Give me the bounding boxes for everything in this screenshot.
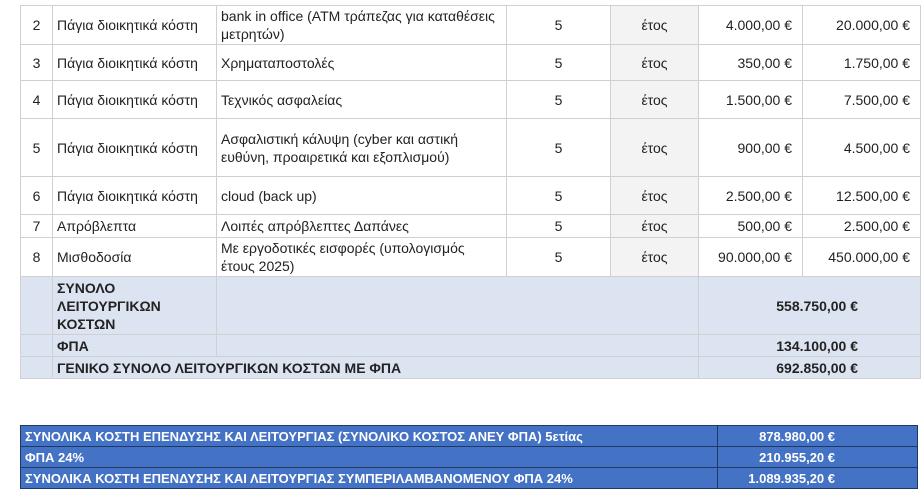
total-cost: 4.500,00 € bbox=[803, 119, 921, 177]
total-cost: 20.000,00 € bbox=[803, 6, 921, 45]
cost-row bbox=[21, 177, 921, 215]
annual-cost: 90.000,00 € bbox=[699, 238, 803, 277]
totals-label: ΣΥΝΟΛΙΚΑ ΚΟΣΤΗ ΕΠΕΝΔΥΣΗΣ ΚΑΙ ΛΕΙΤΟΥΡΓΙΑΣ (ΣΥΝΟΛΙΚΟ ΚΟΣΤΟΣ ΑΝΕΥ ΦΠΑ) 5ετίας bbox=[21, 426, 718, 447]
annual-cost: 2.500,00 € bbox=[699, 177, 803, 215]
cost-description: Ασφαλιστική κάλυψη (cyber και αστική ευθύνη, προαιρετικά και εξοπλισμού) bbox=[217, 119, 507, 177]
unit-label: έτος bbox=[611, 238, 699, 277]
totals-label: ΦΠΑ 24% bbox=[21, 447, 718, 468]
unit-label: έτος bbox=[611, 45, 699, 81]
duration-years: 5 bbox=[507, 215, 611, 238]
cost-category: Πάγια διοικητικά κόστη bbox=[53, 45, 217, 81]
row-number: 8 bbox=[21, 238, 53, 277]
cost-row bbox=[21, 6, 921, 45]
totals-row bbox=[21, 447, 918, 468]
subtotal-label: ΣΥΝΟΛΟ ΛΕΙΤΟΥΡΓΙΚΩΝ ΚΟΣΤΩΝ bbox=[53, 277, 217, 335]
cost-category: Πάγια διοικητικά κόστη bbox=[53, 6, 217, 45]
row-number: 4 bbox=[21, 81, 53, 119]
operating-costs-table bbox=[20, 5, 921, 379]
duration-years: 5 bbox=[507, 6, 611, 45]
annual-cost: 900,00 € bbox=[699, 119, 803, 177]
unit-label: έτος bbox=[611, 81, 699, 119]
cost-row bbox=[21, 119, 921, 177]
unit-label: έτος bbox=[611, 6, 699, 45]
row-number: 3 bbox=[21, 45, 53, 81]
cost-category: Πάγια διοικητικά κόστη bbox=[53, 81, 217, 119]
empty-cell bbox=[217, 277, 699, 335]
totals-row bbox=[21, 468, 918, 489]
row-number: 2 bbox=[21, 6, 53, 45]
totals-value: 878.980,00 € bbox=[718, 426, 918, 447]
cost-description: cloud (back up) bbox=[217, 177, 507, 215]
totals-row bbox=[21, 426, 918, 447]
cost-description: bank in office (ATM τράπεζας για καταθέσεις μετρητών) bbox=[217, 6, 507, 45]
annual-cost: 1.500,00 € bbox=[699, 81, 803, 119]
total-cost: 7.500,00 € bbox=[803, 81, 921, 119]
annual-cost: 4.000,00 € bbox=[699, 6, 803, 45]
totals-label: ΣΥΝΟΛΙΚΑ ΚΟΣΤΗ ΕΠΕΝΔΥΣΗΣ ΚΑΙ ΛΕΙΤΟΥΡΓΙΑΣ ΣΥΜΠΕΡΙΛΑΜΒΑΝΟΜΕΝΟΥ ΦΠΑ 24% bbox=[21, 468, 718, 489]
cost-category: Πάγια διοικητικά κόστη bbox=[53, 119, 217, 177]
empty-cell bbox=[21, 357, 53, 379]
grand-total-label: ΓΕΝΙΚΟ ΣΥΝΟΛΟ ΛΕΙΤΟΥΡΓΙΚΩΝ ΚΟΣΤΩΝ ΜΕ ΦΠΑ bbox=[53, 357, 699, 379]
vat-label: ΦΠΑ bbox=[53, 335, 217, 357]
cost-row bbox=[21, 45, 921, 81]
empty-cell bbox=[217, 335, 699, 357]
cost-description: Χρηματαποστολές bbox=[217, 45, 507, 81]
duration-years: 5 bbox=[507, 45, 611, 81]
row-number: 6 bbox=[21, 177, 53, 215]
totals-value: 210.955,20 € bbox=[718, 447, 918, 468]
totals-table bbox=[20, 425, 918, 489]
vat-value: 134.100,00 € bbox=[699, 335, 921, 357]
total-cost: 450.000,00 € bbox=[803, 238, 921, 277]
annual-cost: 500,00 € bbox=[699, 215, 803, 238]
unit-label: έτος bbox=[611, 215, 699, 238]
empty-cell bbox=[21, 335, 53, 357]
grand-total-row bbox=[21, 357, 921, 379]
cost-description: Λοιπές απρόβλεπτες Δαπάνες bbox=[217, 215, 507, 238]
row-number: 7 bbox=[21, 215, 53, 238]
duration-years: 5 bbox=[507, 81, 611, 119]
annual-cost: 350,00 € bbox=[699, 45, 803, 81]
unit-label: έτος bbox=[611, 177, 699, 215]
cost-row bbox=[21, 238, 921, 277]
cost-category: Απρόβλεπτα bbox=[53, 215, 217, 238]
cost-row bbox=[21, 81, 921, 119]
subtotal-value: 558.750,00 € bbox=[699, 277, 921, 335]
vat-row bbox=[21, 335, 921, 357]
costs-body bbox=[21, 6, 921, 379]
empty-cell bbox=[21, 277, 53, 335]
total-cost: 12.500,00 € bbox=[803, 177, 921, 215]
row-number: 5 bbox=[21, 119, 53, 177]
duration-years: 5 bbox=[507, 119, 611, 177]
cost-description: Με εργοδοτικές εισφορές (υπολογισμός έτους 2025) bbox=[217, 238, 507, 277]
total-cost: 1.750,00 € bbox=[803, 45, 921, 81]
total-cost: 2.500,00 € bbox=[803, 215, 921, 238]
cost-category: Πάγια διοικητικά κόστη bbox=[53, 177, 217, 215]
grand-total-value: 692.850,00 € bbox=[699, 357, 921, 379]
cost-description: Τεχνικός ασφαλείας bbox=[217, 81, 507, 119]
duration-years: 5 bbox=[507, 177, 611, 215]
subtotal-row bbox=[21, 277, 921, 335]
cost-category: Μισθοδοσία bbox=[53, 238, 217, 277]
cost-row bbox=[21, 215, 921, 238]
unit-label: έτος bbox=[611, 119, 699, 177]
totals-value: 1.089.935,20 € bbox=[718, 468, 918, 489]
duration-years: 5 bbox=[507, 238, 611, 277]
